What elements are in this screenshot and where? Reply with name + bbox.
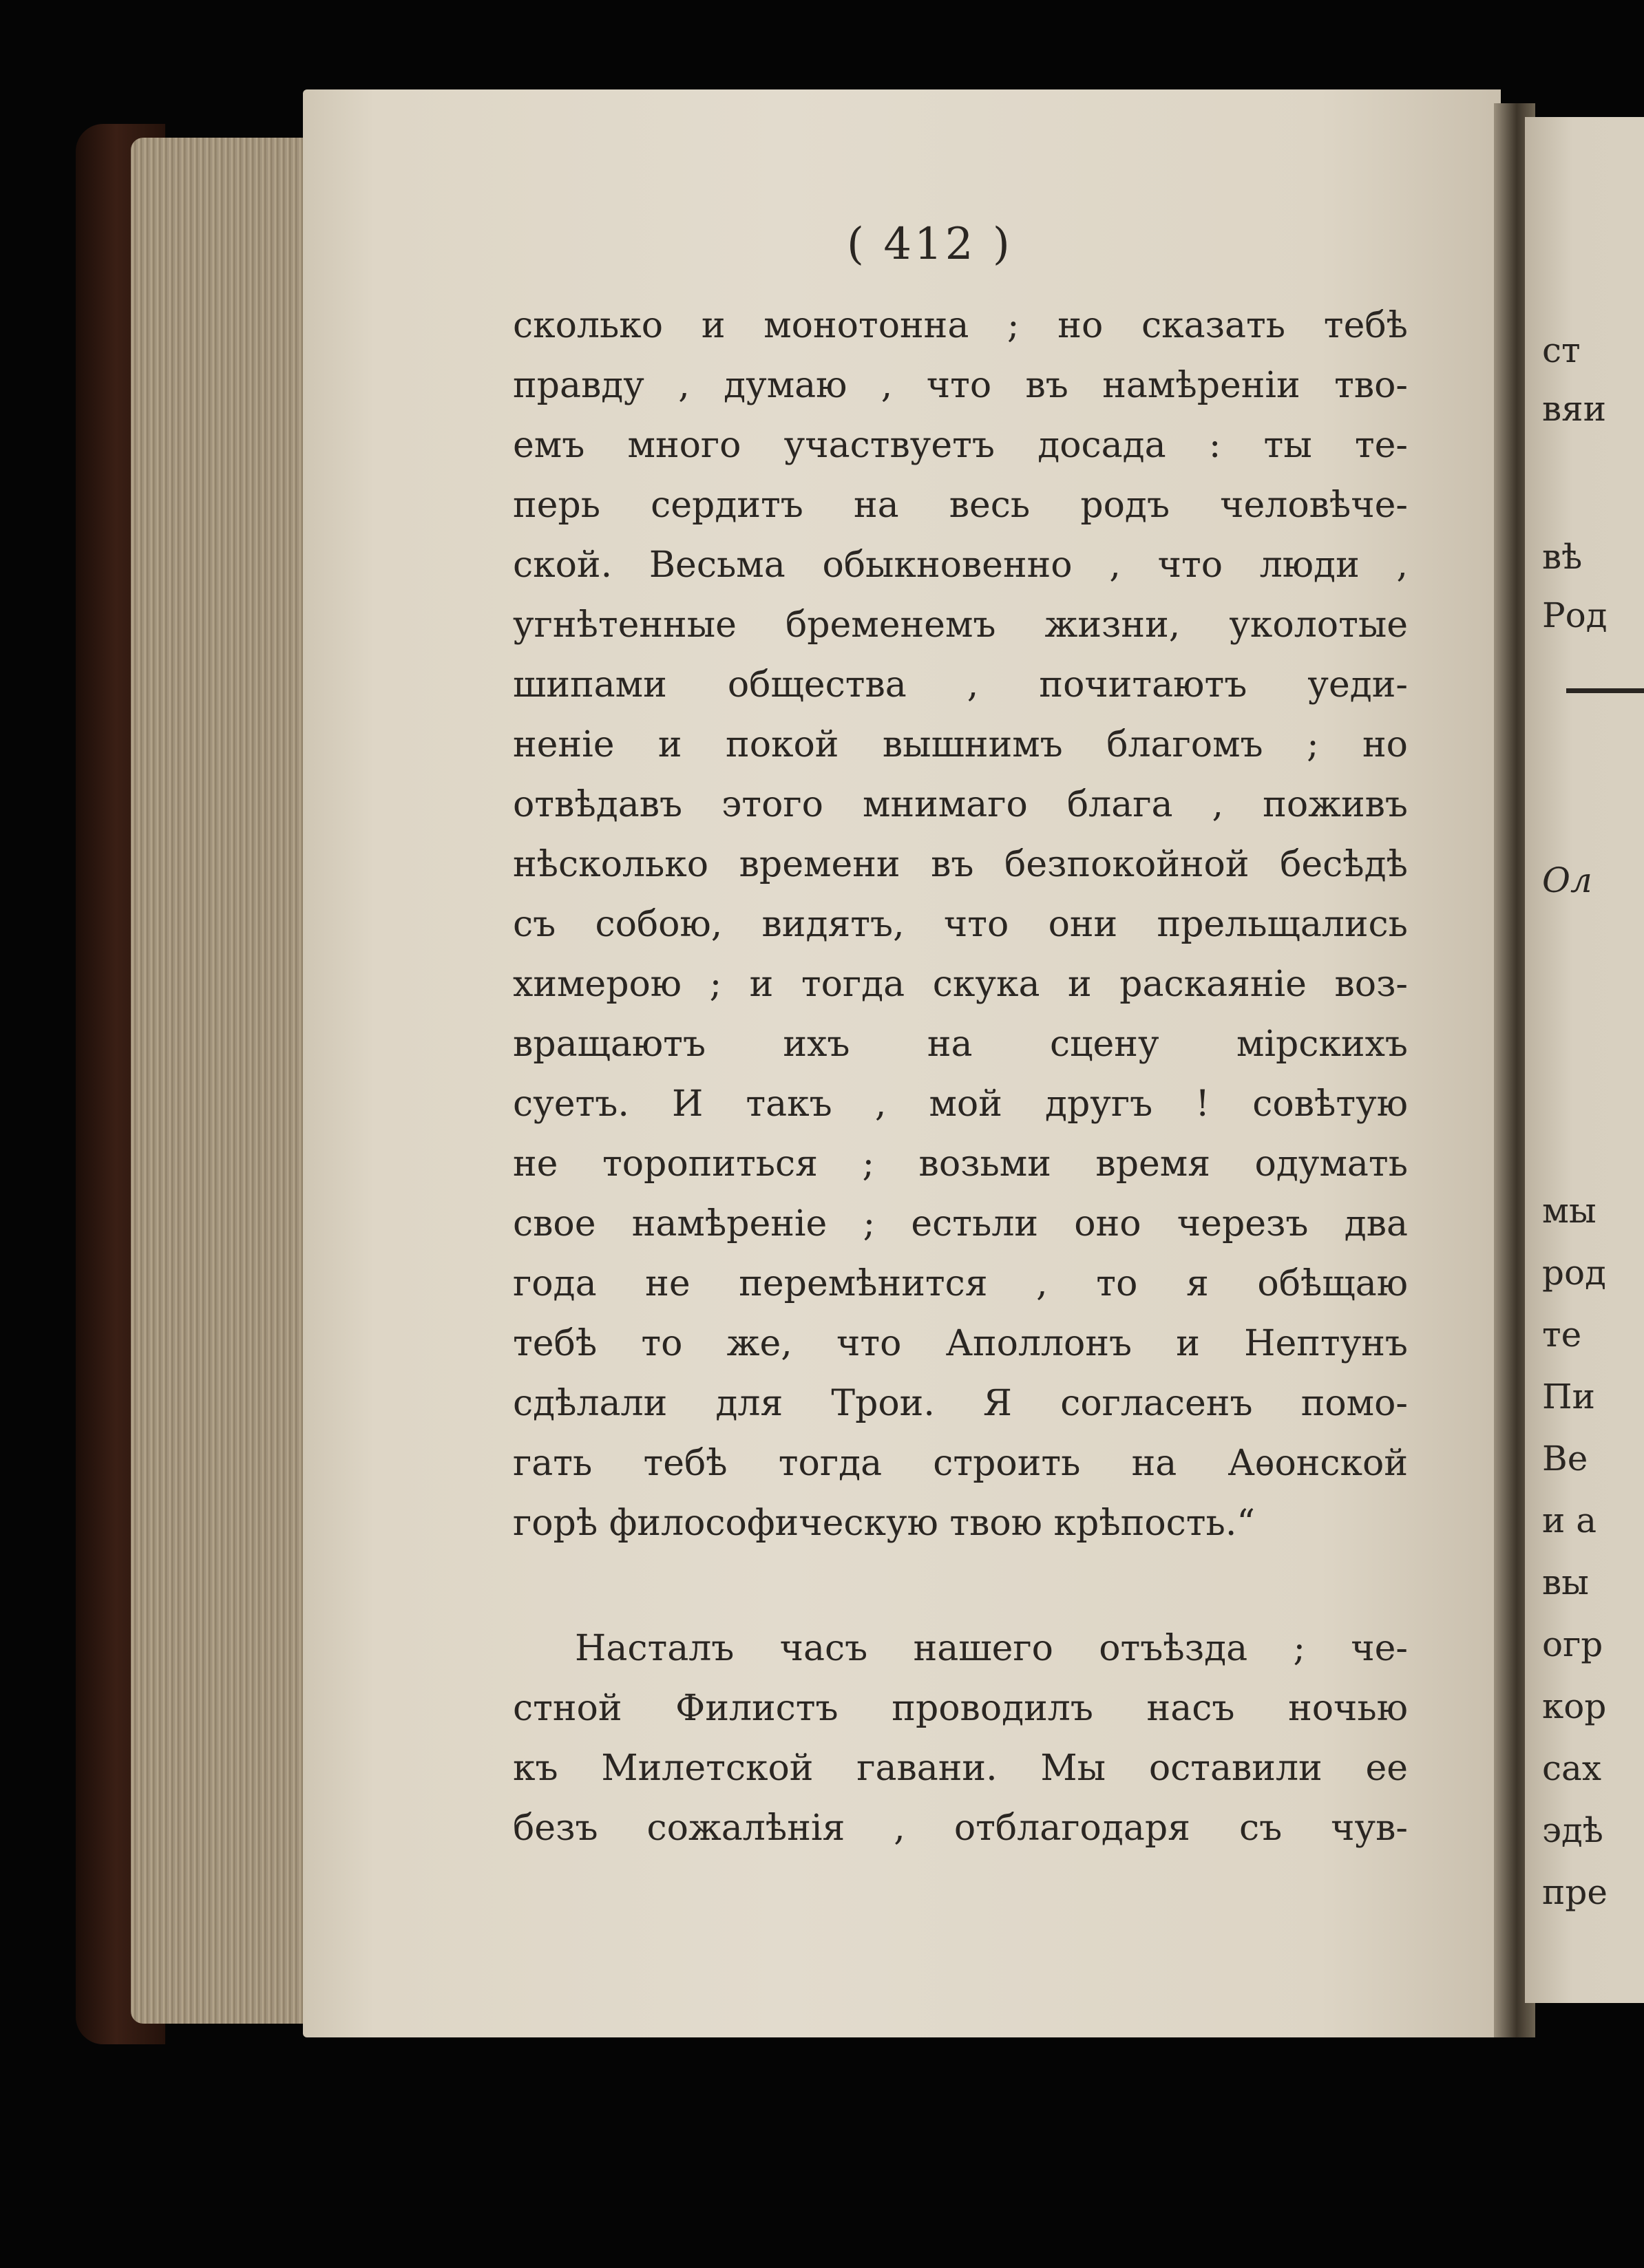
- text-line: нѣсколько времени въ безпокойной бесѣдѣ: [513, 844, 1408, 885]
- text-line: не торопиться ; возьми время одумать: [513, 1143, 1408, 1185]
- facing-line: огр: [1542, 1624, 1603, 1664]
- text-line: шипами общества , почитаютъ уеди-: [513, 664, 1408, 706]
- paragraph-2: [513, 1619, 1408, 1858]
- facing-line: и а: [1542, 1501, 1597, 1540]
- text-line: отвѣдавъ этого мнимаго блага , поживъ: [513, 784, 1408, 825]
- text-line: свое намѣреніе ; естьли оно черезъ два: [513, 1203, 1408, 1244]
- facing-line: род: [1542, 1253, 1606, 1293]
- text-line: къ Милетской гавани. Мы оставили ее: [513, 1748, 1408, 1789]
- text-line: гать тебѣ тогда строить на Аѳонской: [513, 1443, 1408, 1484]
- facing-line: вѣ: [1542, 537, 1583, 577]
- text-line: ской. Весьма обыкновенно , что люди ,: [513, 544, 1408, 586]
- text-line: года не перемѣнится , то я обѣщаю: [513, 1263, 1408, 1304]
- facing-line: вяи: [1542, 389, 1607, 429]
- page-block-edges: [131, 138, 317, 2024]
- page-text: [513, 296, 1408, 1858]
- text-line: стной Филистъ проводилъ насъ ночью: [513, 1688, 1408, 1729]
- facing-line: мы: [1542, 1191, 1596, 1231]
- text-line: безъ сожалѣнія , отблагодаря съ чув-: [513, 1808, 1408, 1849]
- facing-line: эдѣ: [1542, 1810, 1603, 1850]
- paragraph-1: [513, 296, 1408, 1554]
- text-line: тебѣ то же, что Аполлонъ и Нептунъ: [513, 1323, 1408, 1364]
- text-line: горѣ философическую твою крѣпость.“: [513, 1503, 1255, 1544]
- page-number: ( 412 ): [847, 219, 1013, 270]
- text-line: химерою ; и тогда скука и раскаяніе воз-: [513, 964, 1408, 1005]
- text-line: Насталъ часъ нашего отъѣзда ; че-: [575, 1628, 1408, 1669]
- facing-line: Ве: [1542, 1439, 1588, 1479]
- facing-line: Пи: [1542, 1377, 1595, 1417]
- paragraph-gap: [513, 1554, 1408, 1619]
- text-line: суетъ. И такъ , мой другъ ! совѣтую: [513, 1083, 1408, 1125]
- text-line: неніе и покой вышнимъ благомъ ; но: [513, 724, 1408, 765]
- text-line: правду , думаю , что въ намѣреніи тво-: [513, 365, 1408, 406]
- facing-line: вы: [1542, 1562, 1589, 1602]
- facing-line: Ол: [1542, 860, 1592, 900]
- text-line: съ собою, видятъ, что они прельщались: [513, 904, 1408, 945]
- facing-line: сах: [1542, 1748, 1602, 1788]
- facing-line: те: [1542, 1315, 1582, 1355]
- text-line: емъ много участвуетъ досада : ты те-: [513, 425, 1408, 466]
- text-line: угнѣтенные бременемъ жизни, уколотые: [513, 604, 1408, 646]
- facing-line: ст: [1542, 330, 1581, 370]
- facing-line: пре: [1542, 1872, 1608, 1912]
- facing-page-text: [1542, 330, 1644, 1948]
- text-line: сколько и монотонна ; но сказать тебѣ: [513, 305, 1408, 346]
- facing-line: Род: [1542, 595, 1608, 635]
- text-line: сдѣлали для Трои. Я согласенъ помо-: [513, 1383, 1408, 1424]
- text-line: перь сердитъ на весь родъ человѣче-: [513, 485, 1408, 526]
- facing-line: кор: [1542, 1686, 1607, 1726]
- text-line: вращаютъ ихъ на сцену мірскихъ: [513, 1024, 1408, 1065]
